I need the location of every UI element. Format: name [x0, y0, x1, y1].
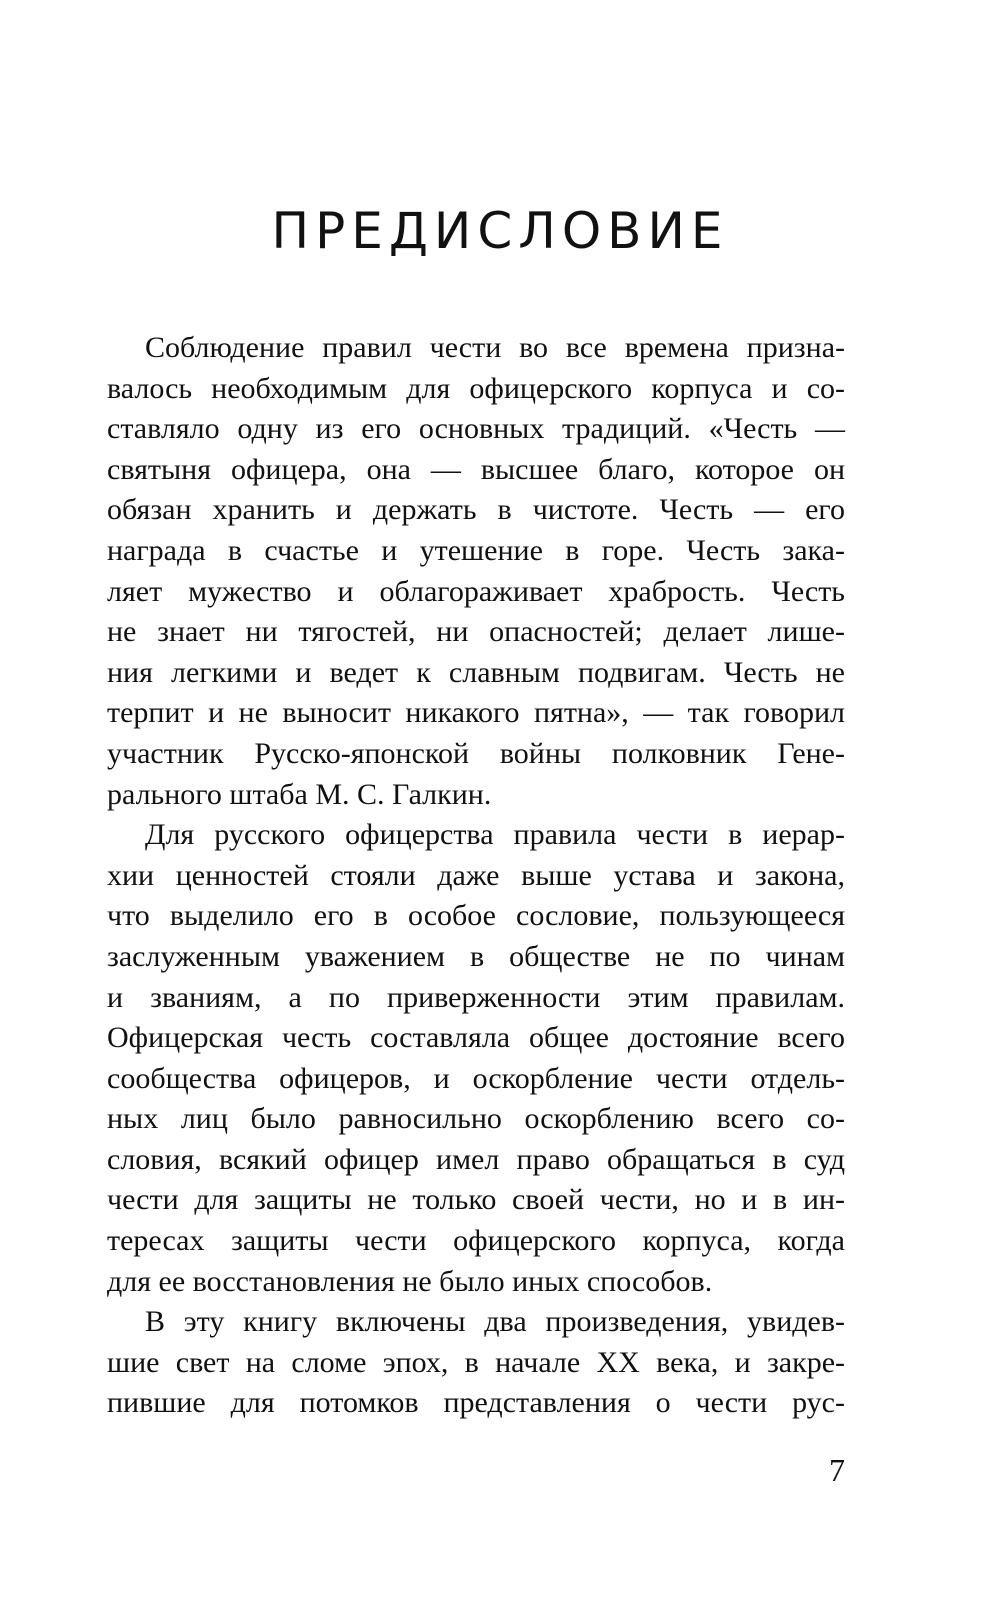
text-line: валось необходимым для офицерского корпуса и со- [107, 371, 845, 405]
chapter-title: ПРЕДИСЛОВИЕ [271, 202, 729, 260]
text-line: Для русского офицерства правила чести в иерар- [145, 818, 845, 852]
page-number: 7 [829, 1452, 845, 1488]
text-line: В эту книгу включены два произведения, увидев- [145, 1305, 845, 1339]
text-line: святыня офицера, она — высшее благо, которое он [107, 452, 845, 486]
text-line: Соблюдение правил чести во все времена призна- [145, 331, 845, 364]
text-line: шие свет на сломе эпох, в начале XX века, и закре- [107, 1345, 845, 1379]
text-line: словия, всякий офицер имел право обращаться в суд [107, 1142, 845, 1176]
body-text [107, 328, 845, 1424]
text-line: обязан хранить и держать в чистоте. Честь — его [107, 493, 845, 527]
text-line: чести для защиты не только своей чести, но и в ин- [107, 1183, 845, 1217]
paragraph-2 [107, 815, 845, 1302]
text-line: сообщества офицеров, и оскорбление чести отдель- [107, 1061, 845, 1095]
paragraph-3 [107, 1302, 845, 1424]
text-line: что выделило его в особое сословие, пользующееся [107, 899, 845, 933]
text-line: пившие для потомков представления о чести рус- [107, 1386, 845, 1420]
text-line: не знает ни тягостей, ни опасностей; делает лише- [107, 615, 845, 649]
text-line: ных лиц было равносильно оскорблению всего со- [107, 1102, 845, 1136]
text-line: хии ценностей стояли даже выше устава и закона, [107, 858, 845, 892]
text-line: заслуженным уважением в обществе не по чинам [107, 939, 845, 973]
text-line: участник Русско-японской войны полковник Гене- [107, 736, 845, 770]
text-line: ляет мужество и облагораживает храбрость. Честь [107, 574, 845, 608]
text-line: ния легкими и ведет к славным подвигам. Честь не [107, 655, 845, 689]
text-line: тересах защиты чести офицерского корпуса, когда [107, 1224, 845, 1258]
text-line: Офицерская честь составляла общее достояние всего [107, 1021, 845, 1055]
text-line: терпит и не выносит никакого пятна», — так говорил [107, 696, 845, 730]
text-line: и званиям, а по приверженности этим правилам. [107, 980, 845, 1014]
text-line: рального штаба М. С. Галкин. [107, 777, 492, 811]
text-line: для ее восстановления не было иных способов. [107, 1264, 713, 1298]
text-line: ставляло одну из его основных традиций. «Честь — [107, 412, 845, 446]
paragraph-1 [107, 328, 845, 815]
text-line: награда в счастье и утешение в горе. Честь зака- [107, 533, 845, 567]
